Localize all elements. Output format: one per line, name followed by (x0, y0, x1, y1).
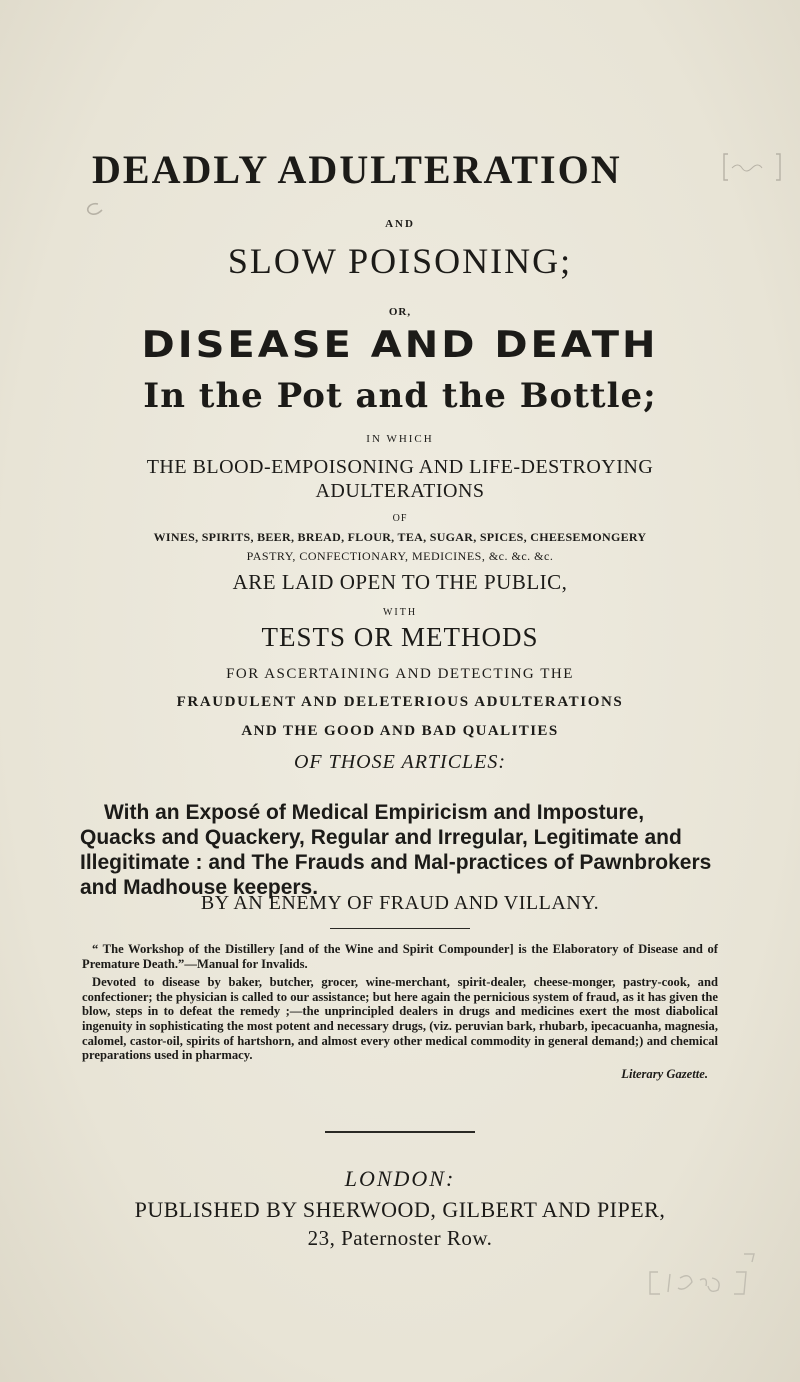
title-pot-and-bottle: In the Pot and the Bottle; (143, 376, 657, 416)
pencil-scribble-mark (82, 200, 106, 220)
subtitle-tests-or-methods: TESTS OR METHODS (261, 622, 539, 652)
author-line: BY AN ENEMY OF FRAUD AND VILLANY. (200, 892, 600, 914)
subtitle-of-those-articles: OF THOSE ARTICLES: (293, 751, 507, 773)
title-disease-and-death: DISEASE AND DEATH (141, 323, 659, 367)
title-and: AND (385, 218, 415, 230)
subtitle-with: WITH (382, 607, 418, 618)
subtitle-good-and-bad: AND THE GOOD AND BAD QUALITIES (241, 723, 559, 739)
expose-paragraph (80, 800, 720, 900)
pencil-shelfmark (640, 1250, 770, 1300)
epigraph-paragraph-1: “ The Workshop of the Distillery [and of the Wine and Spirit Compounder] is the Elaboratory of Disease and of Premature Death.”—Manual for Invalids. (82, 942, 718, 971)
epigraph (82, 942, 718, 1081)
imprint-city: LONDON: (344, 1166, 456, 1191)
title-or: OR, (388, 306, 412, 318)
subtitle-articles-list-2: PASTRY, CONFECTIONARY, MEDICINES, &c. &c. &c. (246, 549, 554, 563)
pencil-bracket-mark (722, 150, 782, 184)
subtitle-laid-open: ARE LAID OPEN TO THE PUBLIC, (232, 570, 568, 594)
subtitle-blood-empoisoning: THE BLOOD-EMPOISONING AND LIFE-DESTROYING (146, 456, 654, 478)
epigraph-paragraph-2: Devoted to disease by baker, butcher, grocer, wine-merchant, spirit-dealer, cheese-monger, pastry-cook, and confectioner; the physician is called to our assistance; but here again the pernicious system of fraud, as it has given the blow, steps in to defeat the remedy ;—the unprincipled dealers in drugs and medicines exert the most diabolical ingenuity in sophisticating the most potent and necessary drugs, (viz. peruvian bark, rhubarb, ipecacuanha, magnesia, calomel, castor-oil, spirits of hartshorn, and almost every other medical commodity in general demand;) and chemical preparations used in pharmacy. (82, 975, 718, 1063)
subtitle-adulterations: ADULTERATIONS (315, 480, 485, 502)
expose-text: With an Exposé of Medical Empiricism and Imposture, Quacks and Quackery, Regular and Irregular, Legitimate and Illegitimate : and The Frauds and Mal-practices of Pawnbrokers and Madhouse keepers. (80, 801, 712, 899)
imprint-publisher: PUBLISHED BY SHERWOOD, GILBERT AND PIPER, (134, 1197, 666, 1222)
imprint-address: 23, Paternoster Row. (307, 1226, 493, 1250)
divider-rule (330, 928, 470, 929)
subtitle-articles-list-1: WINES, SPIRITS, BEER, BREAD, FLOUR, TEA, SUGAR, SPICES, CHEESEMONGERY (153, 530, 647, 544)
title-slow-poisoning: SLOW POISONING; (227, 241, 573, 281)
divider-rule-double (325, 1131, 475, 1133)
epigraph-attribution: Literary Gazette. (621, 1066, 708, 1081)
subtitle-fraudulent: FRAUDULENT AND DELETERIOUS ADULTERATIONS (176, 694, 624, 710)
title-deadly-adulteration: DEADLY ADULTERATION (92, 147, 622, 192)
title-in-which: IN WHICH (366, 433, 434, 445)
subtitle-for-ascertaining: FOR ASCERTAINING AND DETECTING THE (226, 666, 574, 682)
subtitle-of: OF (392, 513, 408, 524)
